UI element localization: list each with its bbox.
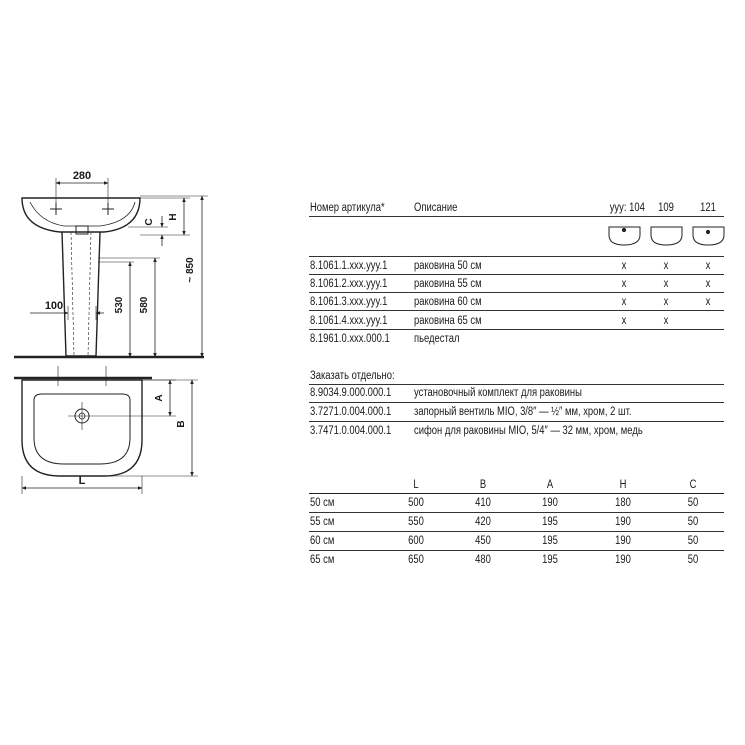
dim-c-label: C [144, 218, 155, 226]
header-article: Номер артикула* [310, 202, 385, 214]
row-rule [309, 310, 724, 311]
article-number: 8.1961.0.xxx.000.1 [310, 333, 390, 345]
value-c: 50 [687, 516, 699, 528]
value-l: 500 [408, 497, 424, 509]
value-a: 190 [542, 497, 558, 509]
basin-121-icon [693, 227, 724, 245]
dim-l-label: L [78, 475, 86, 487]
size-label: 50 см [310, 497, 335, 509]
accessory-description: сифон для раковины MIO, 5/4″ — 32 мм, хром, медь [414, 425, 643, 437]
article-number: 8.1061.3.xxx.yyy.1 [310, 296, 388, 308]
header-variant-104: yyy: 104 [609, 202, 645, 214]
mark-104: x [621, 260, 627, 272]
row-rule [309, 292, 724, 293]
value-h: 190 [615, 516, 631, 528]
header-variant-121: 121 [700, 202, 716, 214]
dim-header-rule [309, 493, 724, 494]
accessory-article: 3.7271.0.004.000.1 [310, 406, 392, 418]
row-rule [309, 274, 724, 275]
mark-121: x [705, 296, 711, 308]
article-description: пьедестал [414, 333, 460, 345]
mark-109: x [663, 260, 669, 272]
value-a: 195 [542, 554, 558, 566]
size-label: 65 см [310, 554, 335, 566]
dim-b-label: B [176, 420, 187, 428]
value-l: 600 [408, 535, 424, 547]
basin-109-icon [651, 227, 682, 245]
dim-a-label: A [154, 394, 165, 402]
mark-109: x [663, 315, 669, 327]
article-number: 8.1061.1.xxx.yyy.1 [310, 260, 388, 272]
value-a: 195 [542, 535, 558, 547]
value-b: 420 [475, 516, 491, 528]
dim-header-h: H [619, 479, 627, 491]
siphon-outlet [76, 226, 88, 234]
article-description: раковина 65 см [414, 315, 482, 327]
value-c: 50 [687, 554, 699, 566]
dim-h-label: H [168, 213, 179, 221]
row-rule [309, 402, 724, 403]
row-rule [309, 531, 724, 532]
row-rule [309, 421, 724, 422]
dim-header-c: C [689, 479, 697, 491]
dim-530-label: 530 [114, 296, 125, 314]
header-rule [309, 216, 724, 217]
plan-view [14, 366, 198, 494]
value-l: 650 [408, 554, 424, 566]
mark-109: x [663, 278, 669, 290]
value-b: 480 [475, 554, 491, 566]
dim-header-l: L [413, 479, 419, 491]
article-number: 8.1061.4.xxx.yyy.1 [310, 315, 388, 327]
value-c: 50 [687, 535, 699, 547]
order-separately-title: Заказать отдельно: [310, 370, 395, 382]
row-rule [309, 512, 724, 513]
mark-121: x [705, 278, 711, 290]
pedestal-outline [62, 232, 100, 356]
value-c: 50 [687, 497, 699, 509]
mark-109: x [663, 296, 669, 308]
value-h: 180 [615, 497, 631, 509]
value-b: 410 [475, 497, 491, 509]
header-variant-109: 109 [658, 202, 674, 214]
accessory-article: 3.7471.0.004.000.1 [310, 425, 392, 437]
accessory-article: 8.9034.9.000.000.1 [310, 387, 392, 399]
value-h: 190 [615, 535, 631, 547]
mark-121: x [705, 260, 711, 272]
article-description: раковина 55 см [414, 278, 482, 290]
side-elevation [14, 178, 208, 357]
article-number: 8.1061.2.xxx.yyy.1 [310, 278, 388, 290]
accessory-description: запорный вентиль MIO, 3/8″ — ½″ мм, хром, 2 шт. [414, 406, 632, 418]
row-rule [309, 550, 724, 551]
dim-header-b: B [479, 479, 487, 491]
dim-580-label: 580 [139, 296, 150, 314]
accessory-description: установочный комплект для раковины [414, 387, 582, 399]
article-description: раковина 60 см [414, 296, 482, 308]
value-h: 190 [615, 554, 631, 566]
mark-104: x [621, 278, 627, 290]
row-rule [309, 256, 724, 257]
section-rule [309, 384, 724, 385]
value-a: 195 [542, 516, 558, 528]
dim-280-label: 280 [72, 170, 92, 182]
size-label: 60 см [310, 535, 335, 547]
value-b: 450 [475, 535, 491, 547]
size-label: 55 см [310, 516, 335, 528]
article-description: раковина 50 см [414, 260, 482, 272]
value-l: 550 [408, 516, 424, 528]
dim-100-label: 100 [44, 300, 64, 312]
dim-850-label: ~ 850 [185, 257, 196, 283]
variant-icons [609, 227, 724, 245]
row-rule [309, 329, 724, 330]
basin-104-icon [609, 227, 640, 245]
mark-104: x [621, 296, 627, 308]
header-description: Описание [414, 202, 458, 214]
dim-header-a: A [546, 479, 554, 491]
mark-104: x [621, 315, 627, 327]
